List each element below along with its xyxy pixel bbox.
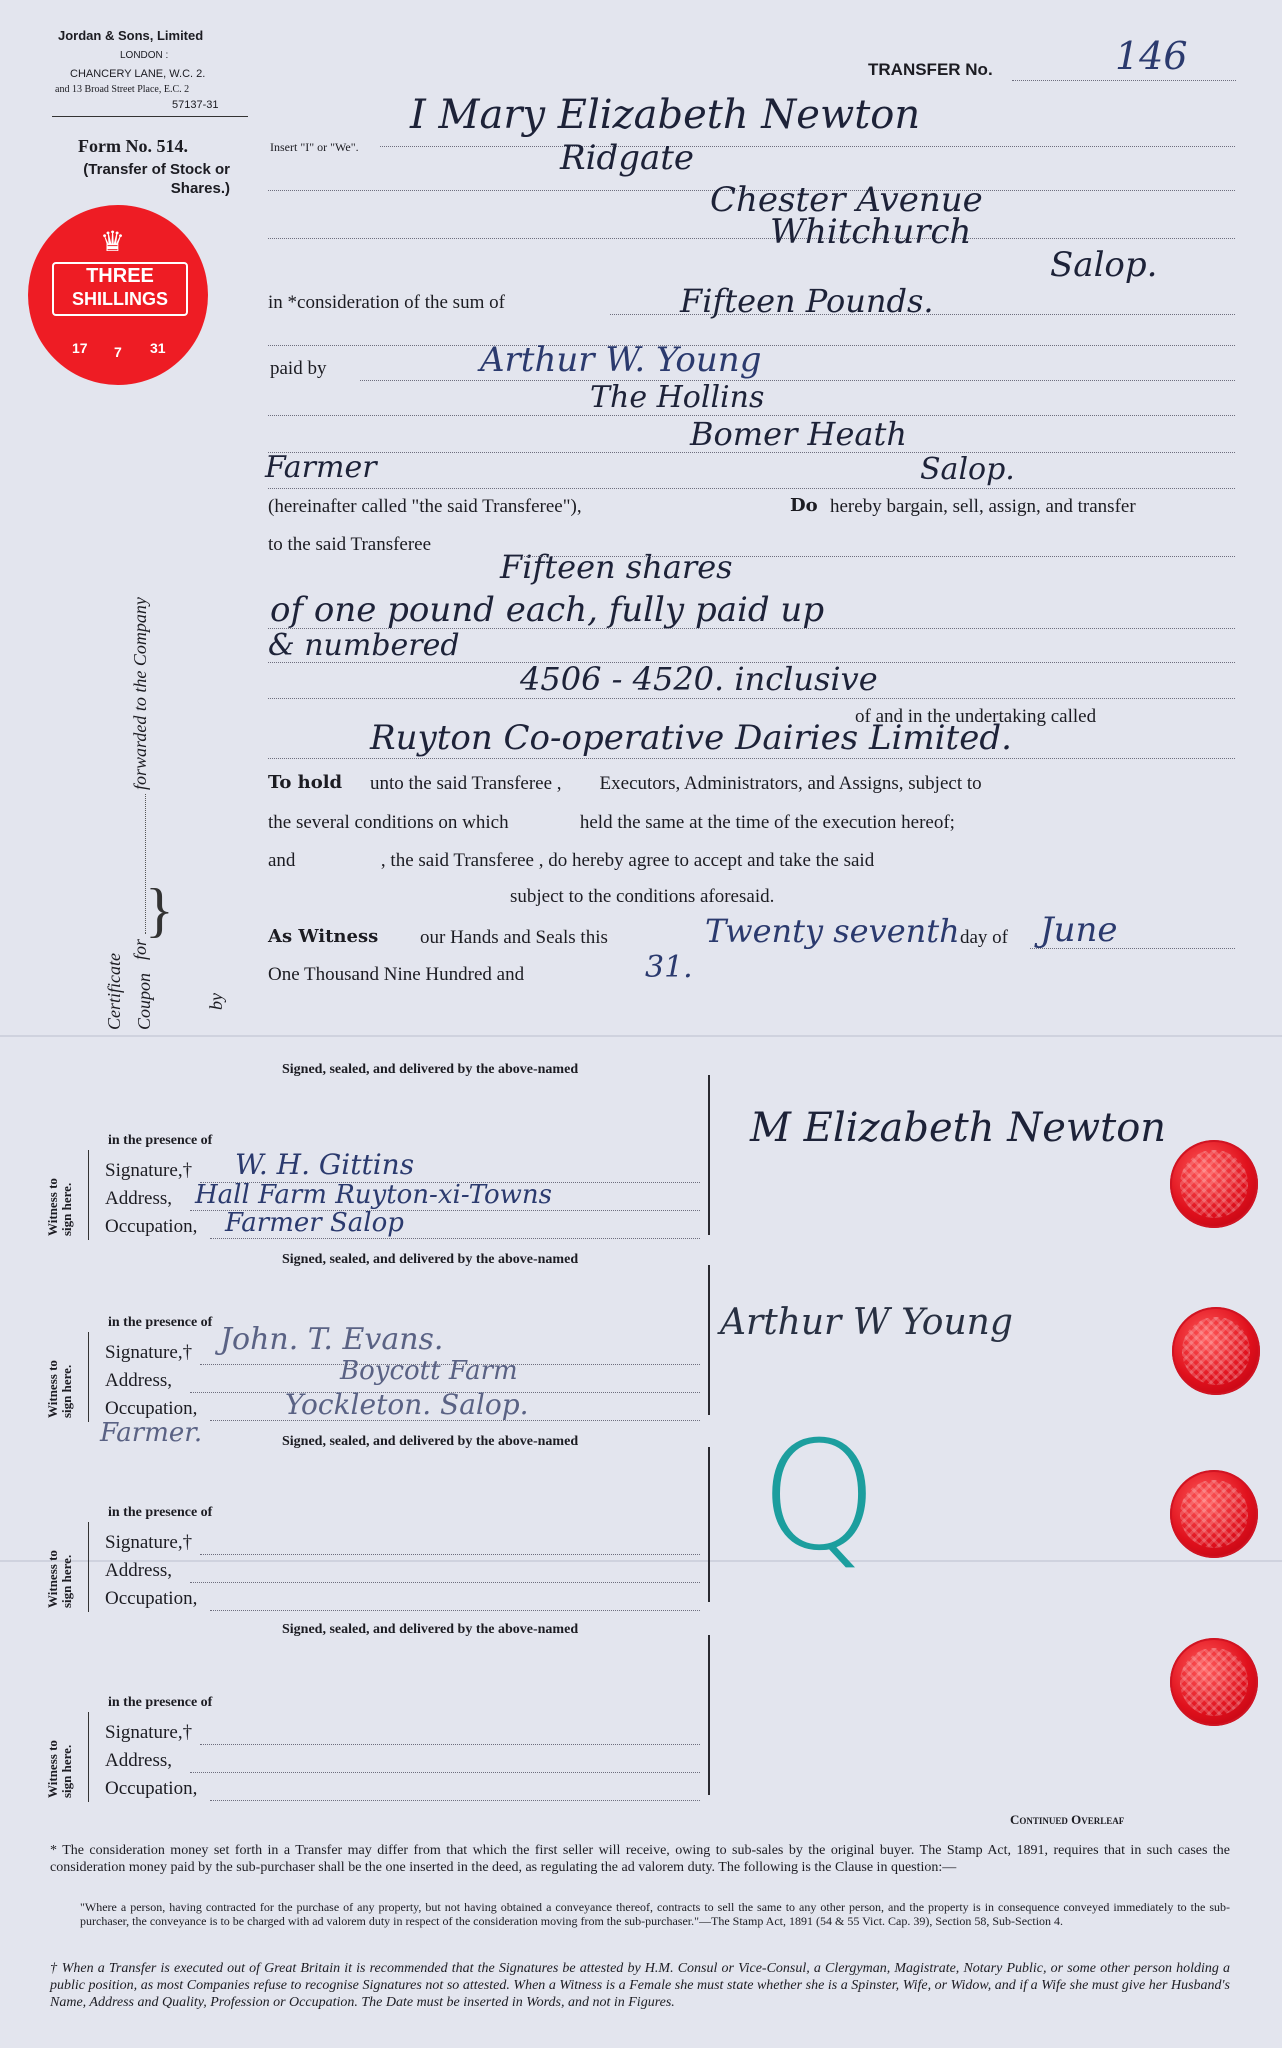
margin-brace: } — [145, 877, 174, 943]
hw-addr1: Ridgate — [560, 138, 695, 178]
hw-day: Twenty seventh — [705, 912, 960, 950]
continued-overleaf: Continued Overleaf — [1010, 1812, 1125, 1827]
printer-address1: CHANCERY LANE, W.C. 2. — [70, 68, 206, 80]
dotted-rule — [268, 758, 1235, 759]
signed-label: Signed, sealed, and delivered by the above-named — [282, 1252, 579, 1267]
bracket-line — [708, 1635, 710, 1795]
hereinafter-text: (hereinafter called "the said Transferee"), — [268, 496, 582, 517]
hw-party: Arthur W Young — [720, 1302, 1013, 1343]
dotted-rule — [520, 556, 1235, 557]
stamp-line2: SHILLINGS — [71, 289, 168, 309]
to-hold-label: To hold — [268, 772, 343, 793]
stamp-line1: THREE — [86, 265, 154, 287]
bracket-line — [708, 1265, 710, 1415]
fold-line — [0, 1560, 1282, 1562]
margin-certificate: Certificate — [104, 953, 124, 1030]
witness-text: our Hands and Seals this — [420, 927, 608, 948]
presence-label: in the presence of — [108, 1133, 213, 1148]
printer-city: LONDON : — [120, 50, 169, 61]
wax-seal — [1170, 1140, 1258, 1228]
hw-witness-sig: W. H. Gittins — [235, 1148, 415, 1181]
brace-line — [88, 1712, 89, 1802]
dotted-rule — [1012, 80, 1236, 81]
addr-label: Address, — [105, 1370, 173, 1391]
hw-shares1: Fifteen shares — [500, 548, 733, 586]
hereby-text: hereby bargain, sell, assign, and transfer — [830, 496, 1136, 517]
brace-line — [88, 1150, 89, 1240]
footnote-consideration: * The consideration money set forth in a Transfer may differ from that which the first seller will receive, owing to sub-sales by the original buyer. The Stamp Act, 1891, requires that in such cases the consideration money paid by the sub-purchaser shall be the one inserted in the deed, as regulating the ad valorem duty. The following is the Clause in question:— — [50, 1843, 1230, 1875]
transfer-number: 146 — [1115, 34, 1188, 78]
several-text: the several conditions on which held the same at the time of the execution hereof; — [268, 812, 955, 833]
occ-label: Occupation, — [105, 1778, 198, 1799]
hw-payee2: The Hollins — [590, 380, 765, 415]
dotted-rule — [1030, 948, 1235, 949]
dotted-rule — [210, 1238, 700, 1239]
dotted-rule — [190, 1582, 700, 1583]
hw-witness-occ: Yockleton. Salop. — [285, 1388, 529, 1421]
printer-name: Jordan & Sons, Limited — [58, 28, 204, 43]
to-transferee-text: to the said Transferee — [268, 534, 432, 555]
hw-payee1: Arthur W. Young — [480, 340, 762, 380]
margin-coupon: Coupon — [134, 972, 154, 1030]
printer-address2: and 13 Broad Street Place, E.C. 2 — [55, 84, 190, 95]
addr-label: Address, — [105, 1188, 173, 1209]
hw-witness-occ: Farmer Salop — [225, 1208, 404, 1238]
dotted-rule — [268, 488, 1235, 489]
to-hold-text: unto the said Transferee , Executors, Administrators, and Assigns, subject to — [370, 773, 982, 794]
hw-shares3: & numbered — [268, 628, 460, 663]
witness-tag: Witness to sign here. — [45, 1178, 74, 1236]
hw-year: 31. — [645, 950, 693, 985]
sig-label: Signature,† — [105, 1722, 193, 1743]
margin-by: by — [206, 993, 226, 1010]
margin-forwarded: forwarded to the Company — [130, 597, 150, 790]
sig-label: Signature,† — [105, 1342, 193, 1363]
wax-seal — [1172, 1307, 1260, 1395]
dotted-rule — [190, 1772, 700, 1773]
year-text: One Thousand Nine Hundred and — [268, 964, 525, 985]
of-and-in-text: of and in the undertaking called — [855, 706, 1097, 727]
wax-seal — [1170, 1470, 1258, 1558]
brace-line — [88, 1332, 89, 1422]
hw-addr3: Whitchurch — [770, 212, 972, 252]
do-word: Do — [790, 495, 818, 516]
dotted-rule — [200, 1744, 700, 1745]
occ-label: Occupation, — [105, 1398, 198, 1419]
hw-witness-sig: John. T. Evans. — [220, 1322, 444, 1357]
stamp-value — [52, 262, 188, 316]
form-subtitle: (Transfer of Stock or Shares.) — [83, 161, 230, 197]
form-number: Form No. 514. — [78, 136, 188, 156]
hw-addr2: Chester Avenue — [710, 180, 983, 220]
presence-label: in the presence of — [108, 1315, 213, 1330]
hw-sum: Fifteen Pounds. — [680, 282, 934, 320]
stamp-date-left: 17 — [72, 340, 88, 356]
hw-transferor: I Mary Elizabeth Newton — [410, 92, 921, 138]
day-of-text: day of — [960, 927, 1009, 948]
stamp-date-right: 31 — [150, 340, 166, 356]
presence-label: in the presence of — [108, 1695, 213, 1710]
hw-payee5: Salop. — [920, 452, 1015, 487]
hw-witness-extra: Farmer. — [100, 1418, 203, 1448]
margin-for-label: for — [130, 938, 150, 960]
as-witness-label: As Witness — [268, 926, 379, 947]
hw-payee4: Farmer — [265, 450, 377, 485]
and-text: and , the said Transferee , do hereby agree to accept and take the said — [268, 850, 875, 871]
dotted-rule — [268, 698, 1235, 699]
hw-shares4: 4506 - 4520. inclusive — [520, 660, 878, 698]
hw-witness-addr: Boycott Farm — [340, 1356, 518, 1386]
witness-tag: Witness to sign here. — [45, 1740, 74, 1798]
divider — [52, 116, 248, 117]
presence-label: in the presence of — [108, 1505, 213, 1520]
witness-tag: Witness to sign here. — [45, 1360, 74, 1418]
dotted-rule — [210, 1610, 700, 1611]
addr-label: Address, — [105, 1560, 173, 1581]
occ-label: Occupation, — [105, 1588, 198, 1609]
transfer-label: TRANSFER No. — [868, 60, 993, 79]
hw-addr4: Salop. — [1050, 245, 1158, 285]
hw-shares2: of one pound each, fully paid up — [270, 590, 825, 630]
sig-label: Signature,† — [105, 1532, 193, 1553]
dotted-rule — [210, 1800, 700, 1801]
signed-label: Signed, sealed, and delivered by the above-named — [282, 1434, 579, 1449]
dotted-rule — [268, 452, 1235, 453]
occ-label: Occupation, — [105, 1216, 198, 1237]
printer-code: 57137-31 — [172, 99, 219, 111]
brace-line — [88, 1522, 89, 1612]
dotted-rule — [380, 146, 1235, 147]
sig-label: Signature,† — [105, 1160, 193, 1181]
crown-icon: ♛ — [100, 227, 126, 258]
paid-by-text: paid by — [270, 358, 327, 379]
stamp-date-mid: 7 — [114, 344, 122, 360]
footnote-stamp-act: "Where a person, having contracted for the purchase of any property, but not having obtained a conveyance thereof, contracts to sell the same to any other person, and the property is in consequence conveyed immediately to the sub-purchaser, the conveyance is to be charged with ad valorem duty in respect of the consideration moving from the sub-purchaser."—The Stamp Act, 1891 (54 & 55 Vict. Cap. 39), Section 58, Sub-Section 4. — [80, 1900, 1230, 1928]
hw-month: June — [1040, 910, 1118, 950]
fold-line — [0, 1035, 1282, 1037]
addr-label: Address, — [105, 1750, 173, 1771]
witness-tag: Witness to sign here. — [45, 1550, 74, 1608]
bracket-line — [708, 1447, 710, 1602]
subject-text: subject to the conditions aforesaid. — [510, 886, 775, 907]
dotted-rule — [360, 380, 1235, 381]
wax-seal — [1170, 1638, 1258, 1726]
signed-label: Signed, sealed, and delivered by the above-named — [282, 1622, 579, 1637]
bracket-line — [708, 1075, 710, 1235]
dotted-rule — [268, 238, 1235, 239]
hw-party: M Elizabeth Newton — [750, 1105, 1167, 1151]
hw-company: Ruyton Co-operative Dairies Limited. — [370, 718, 1012, 758]
hw-witness-addr: Hall Farm Ruyton-xi-Towns — [195, 1180, 552, 1210]
hw-payee3: Bomer Heath — [690, 415, 907, 453]
signed-label: Signed, sealed, and delivered by the above-named — [282, 1062, 579, 1077]
hw-party: Q — [760, 1410, 879, 1584]
footnote-signatures: † When a Transfer is executed out of Great Britain it is recommended that the Signatures be attested by H.M. Consul or Vice-Consul, a Clergyman, Magistrate, Notary Public, or some other person holding a public position, as most Companies refuse to recognise Signatures not so attested. When a Witness is a Female she must state whether she is a Spinster, Wife, or Widow, and if a Wife she must give her Husband's Name, Address and Quality, Profession or Occupation. The Date must be inserted in Words, and not in Figures. — [50, 1961, 1230, 2010]
consideration-text: in *consideration of the sum of — [268, 292, 505, 313]
dotted-rule — [200, 1554, 700, 1555]
insert-hint: Insert "I" or "We". — [270, 140, 359, 154]
